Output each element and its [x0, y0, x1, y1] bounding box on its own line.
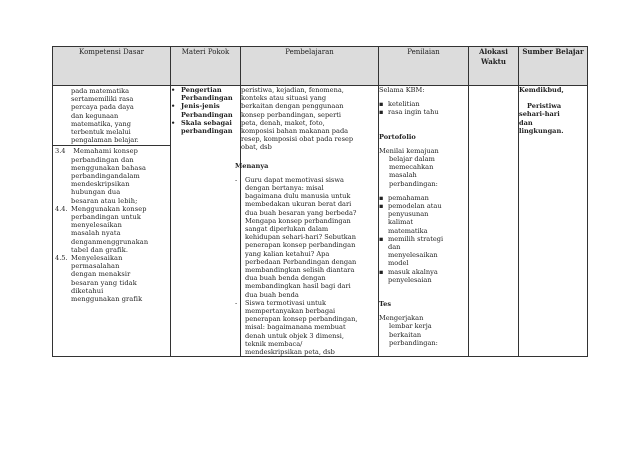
text-line: peta, denah, maket, foto, — [241, 118, 325, 127]
text-line: denah untuk objek 3 dimensi, — [245, 331, 344, 340]
list-item — [379, 202, 468, 235]
section-title-menanya: Menanya — [235, 161, 269, 170]
text-line: resep, komposisi obat pada resep — [241, 135, 354, 144]
bullet-icon: • — [171, 118, 176, 127]
text-line: konteks atau situasi yang — [241, 94, 327, 103]
text-line: peristiwa, kejadian, fenomena, — [241, 86, 344, 94]
list-item — [171, 86, 240, 102]
content-row — [53, 86, 588, 357]
header-kompetensi-dasar: Kompetensi Dasar — [53, 47, 171, 86]
text-line: menggunakan grafik — [71, 295, 143, 304]
bullet-icon: • — [171, 86, 176, 94]
text-line: berkaitan dengan penggunaan — [241, 102, 344, 111]
text-line: dan kegunaan — [71, 111, 119, 120]
text-line: terbentuk melalui — [71, 128, 131, 137]
header-materi-pokok: Materi Pokok — [171, 47, 241, 86]
text-line: membandingkan selisih diantara — [245, 266, 355, 275]
kd-item — [55, 205, 168, 254]
text-line: dan — [519, 118, 533, 127]
text-line: perbandingan dan — [71, 155, 134, 164]
text-line: sertamemiliki rasa — [71, 95, 134, 104]
text-line: konsep perbandingan, seperti — [241, 110, 341, 119]
text-line: Menyelesaikan — [71, 254, 123, 263]
text-line: perbandingan: — [389, 179, 438, 188]
bullet-icon: ▪ — [379, 108, 384, 117]
text-line: teknik membaca/ — [245, 339, 303, 348]
text-line: lembar kerja — [389, 322, 432, 331]
text-line: model — [388, 259, 409, 268]
text-line: ketelitian — [388, 100, 420, 109]
bullet-icon: ▪ — [379, 202, 384, 211]
list-item — [379, 235, 468, 268]
penilaian-cell — [379, 86, 469, 357]
text-line: dengan bertanya: misal — [245, 184, 324, 193]
text-line: kalimat — [388, 218, 413, 227]
text-line: perbandingandalam — [71, 172, 140, 181]
kd-continuation — [53, 86, 170, 146]
pembelajaran-cell — [235, 86, 379, 357]
text-line: Menilai kemajuan — [379, 146, 439, 155]
text-line: masuk akalnya — [388, 267, 438, 276]
header-sumber-belajar: Sumber Belajar — [519, 47, 588, 86]
list-item — [379, 268, 468, 284]
sumber-belajar-cell — [519, 86, 588, 357]
text-line: bagaimana dulu manusia untuk — [245, 192, 351, 201]
text-line: permasalahan — [71, 262, 120, 271]
kompetensi-dasar-cell — [53, 86, 171, 357]
text-line: menyelesaikan — [388, 251, 438, 260]
section-title-portofolio: Portofolio — [379, 132, 416, 141]
text-line: Skala sebagai — [181, 118, 232, 127]
text-line: diketahui — [71, 286, 104, 295]
text-line: dua buah benda dengan — [245, 274, 326, 283]
bullet-icon: ▪ — [379, 234, 384, 243]
text-line: memilih strategi — [388, 234, 444, 243]
text-line: denganmenggrunakan — [71, 237, 149, 246]
text-line: Peristiwa — [527, 102, 562, 111]
text-line: Perbandingan — [181, 94, 233, 103]
list-item — [171, 102, 240, 118]
text-line: pemodelan atau — [388, 202, 442, 211]
text-line: Memahami konsep — [71, 147, 138, 156]
text-line: mendeskripsikan — [71, 180, 130, 189]
text-line: penyusunan — [388, 210, 429, 219]
text-line: membedakan ukuran berat dari — [245, 200, 352, 209]
text-line: mendeskripsikan peta, dsb — [245, 348, 335, 357]
text-line: penyelesaian — [388, 275, 432, 284]
dash-bullet: - — [235, 298, 238, 307]
text-line: kehidupan sehari-hari? Sebutkan — [245, 233, 356, 242]
text-line: Mengapa konsep perbandingan — [245, 216, 351, 225]
pb-continuation — [241, 86, 378, 152]
kd-number: 3.4 — [55, 147, 66, 156]
list-item — [379, 108, 468, 116]
list-item — [171, 119, 240, 135]
text-line: matematika — [388, 226, 428, 235]
text-line: dua buah benda — [245, 290, 299, 299]
kd-list — [53, 146, 170, 305]
text-line: Guru dapat memotivasi siswa — [245, 175, 344, 184]
list-item — [235, 176, 378, 299]
text-line: berkaitan — [389, 330, 422, 339]
text-line: Mengerjakan — [379, 314, 424, 323]
text-line: masalah nyata — [71, 229, 121, 238]
text-line: komposisi bahan makanan pada — [241, 127, 349, 136]
kd-item — [55, 254, 168, 303]
alokasi-waktu-cell — [469, 86, 519, 357]
kd-number: 4.5. — [55, 254, 68, 263]
text-line: lingkungan. — [519, 126, 564, 135]
text-line: perbandingan: — [389, 338, 438, 347]
materi-pokok-cell — [171, 86, 241, 357]
text-line: hubungan dua — [71, 188, 121, 197]
text-line: perbedaan Perbandingan dengan — [245, 257, 357, 266]
text-line: belajar dalam — [389, 155, 435, 164]
dash-bullet: - — [235, 175, 238, 184]
text-line: matematika, yang — [71, 119, 131, 128]
bullet-icon: ▪ — [379, 100, 384, 109]
text-line: pengalaman belajar. — [71, 136, 139, 145]
header-penilaian: Penilaian — [379, 47, 469, 86]
text-line: besaran atau lebih; — [71, 196, 138, 205]
text-line: tabel dan grafik. — [71, 245, 129, 254]
text-line: misal: bagaimanana membuat — [245, 323, 346, 332]
text-line: masalah — [389, 171, 417, 180]
text-line: Kemdikbud, — [519, 86, 564, 94]
text-line: sangat diperlukan dalam — [245, 225, 329, 234]
text-line: sehari-hari — [519, 110, 560, 119]
text-line: Perbandingan — [181, 110, 233, 119]
text-line: membandingkan hasil bagi dari — [245, 282, 351, 291]
text-line: penerapan konsep perbandingan — [245, 241, 356, 250]
text-line: Jenis-jenis — [181, 102, 220, 111]
list-item — [379, 100, 468, 108]
syllabus-table — [52, 46, 588, 357]
text-line: Menggunakan konsep — [71, 204, 147, 213]
text-line: pada matematika — [71, 87, 130, 95]
text-line: rasa ingin tahu — [388, 108, 439, 117]
list-item — [379, 194, 468, 202]
text-line: Pengertian — [181, 86, 222, 94]
text-line: menyelesaikan — [71, 221, 122, 230]
text-line: pemahaman — [388, 193, 429, 202]
text-line: besaran yang tidak — [71, 278, 137, 287]
list-item — [235, 299, 378, 356]
kbm-label: Selama KBM: — [379, 86, 425, 94]
section-title-tes: Tes — [379, 300, 392, 309]
text-line: dan — [388, 243, 401, 252]
text-line: memecahkan — [389, 163, 434, 172]
text-line: menggunakan bahasa — [71, 163, 146, 172]
bullet-icon: ▪ — [379, 193, 384, 202]
text-line: dua buah besaran yang berbeda? — [245, 208, 357, 217]
text-line: perbandingan — [181, 127, 233, 136]
text-line: Siswa termotivasi untuk — [245, 298, 326, 307]
header-row — [53, 47, 588, 86]
text-line: yang kalian ketahui? Apa — [245, 249, 330, 258]
text-line: mempertanyakan berbagai — [245, 307, 336, 316]
kd-number: 4.4. — [55, 204, 68, 213]
text-line: obat, dsb — [241, 143, 272, 152]
header-pembelajaran: Pembelajaran — [241, 47, 379, 86]
header-alokasi-waktu: Alokasi Waktu — [469, 47, 519, 86]
text-line: percaya pada daya — [71, 103, 134, 112]
kd-item — [55, 147, 168, 204]
bullet-icon: • — [171, 102, 176, 111]
text-line: perbandingan untuk — [71, 213, 141, 222]
text-line: dengan menaksir — [71, 270, 131, 279]
bullet-icon: ▪ — [379, 267, 384, 276]
text-line: penerapan konsep perbandingan, — [245, 315, 358, 324]
